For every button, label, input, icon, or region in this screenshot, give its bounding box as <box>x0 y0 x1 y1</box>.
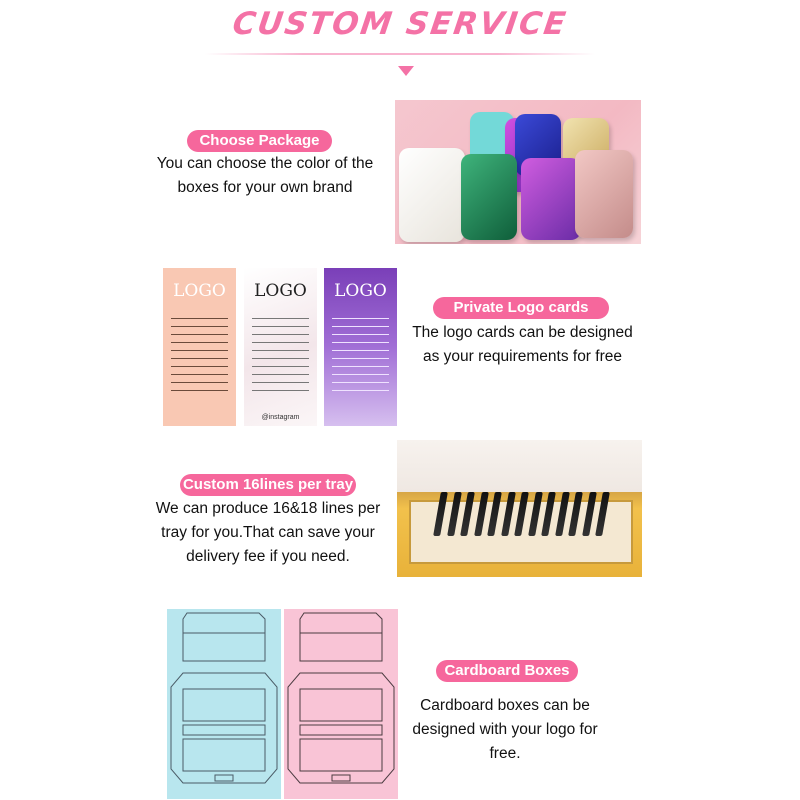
lash-strip <box>595 492 610 536</box>
lash-strips <box>437 492 617 552</box>
cardboard-boxes-description: Cardboard boxes can be designed with your logo for free. <box>412 697 598 762</box>
logo-card-text: LOGO <box>173 281 226 301</box>
lash-tray-photo <box>397 440 642 577</box>
violet-box <box>521 158 581 240</box>
logo-card-peach <box>163 268 236 426</box>
rose-gold-box <box>575 150 633 238</box>
lash-strip <box>541 492 556 536</box>
lash-strip <box>568 492 583 536</box>
lash-strip <box>528 492 543 536</box>
logo-card-white <box>244 268 317 426</box>
page-title: CUSTOM SERVICE <box>230 6 570 42</box>
logo-card-text: LOGO <box>334 281 387 301</box>
private-logo-cards-description: The logo cards can be designed as your requirements for free <box>412 324 633 365</box>
logo-card-text: LOGO <box>254 281 307 301</box>
custom-lines-tray-description: We can produce 16&18 lines per tray for you.That can save your delivery fee if you need. <box>155 500 381 565</box>
white-box <box>399 148 465 242</box>
choose-package-description: You can choose the color of the boxes for your own brand <box>156 155 374 196</box>
custom-lines-tray-pill: Custom 16lines per tray <box>180 474 356 496</box>
cardboard-boxes-pill: Cardboard Boxes <box>436 660 578 682</box>
down-arrow-icon <box>398 66 414 76</box>
lash-strip <box>447 492 462 536</box>
lash-strip <box>555 492 570 536</box>
title-divider <box>205 53 595 55</box>
cardboard-box-blue <box>167 609 281 799</box>
private-logo-cards-pill: Private Logo cards <box>433 297 609 319</box>
colored-lash-boxes-photo <box>395 100 641 244</box>
lash-strip <box>474 492 489 536</box>
instagram-handle: @instagram <box>261 414 300 421</box>
lash-strip <box>487 492 502 536</box>
lash-strip <box>582 492 597 536</box>
lash-strip <box>514 492 529 536</box>
green-box <box>461 154 517 240</box>
logo-card-purple <box>324 268 397 426</box>
cardboard-box-pink <box>284 609 398 799</box>
lash-strip <box>501 492 516 536</box>
choose-package-pill: Choose Package <box>187 130 332 152</box>
lash-strip <box>460 492 475 536</box>
